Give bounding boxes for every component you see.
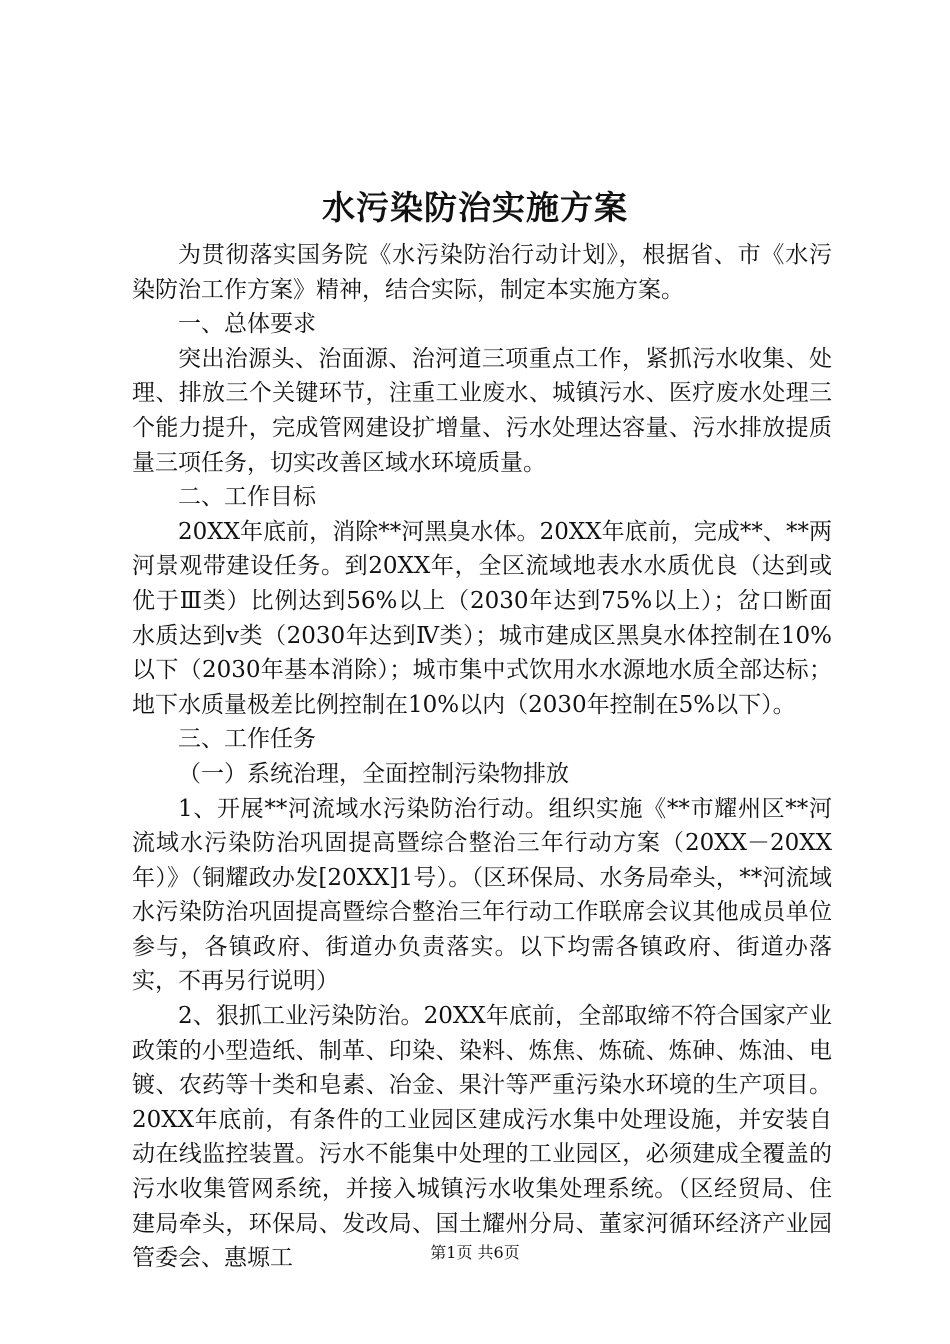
paragraph-work-goals: 20XX年底前，消除**河黑臭水体。20XX年底前，完成**、**两河景观带建设任务。到20XX年，全区流域地表水水质优良（达到或优于Ⅲ类）比例达到56%以上（2030年达到75%以上）；岔口断面水质达到ⅴ类（2030年达到Ⅳ类）；城市建成区黑臭水体控制在10%以下（2030年基本消除）；城市集中式饮用水水源地水质全部达标；地下水质量极差比例控制在10%以内（2030年控制在5%以下）。 — [132, 518, 832, 718]
page-footer: 第1页 共6页 — [430, 1243, 520, 1262]
paragraph-task-1: 1、开展**河流域水污染防治行动。组织实施《**市耀州区**河流域水污染防治巩固提高暨综合整治三年行动方案（20XX－20XX年）》（铜耀政办发[20XX]1号）。（区环保局、水务局牵头，**河流域水污染防治巩固提高暨综合整治三年行动工作联席会议其他成员单位参与，各镇政府、街道办负责落实。以下均需各镇政府、街道办落实，不再另行说明） — [132, 795, 832, 995]
paragraph-task-2: 2、狠抓工业污染防治。20XX年底前，全部取缔不符合国家产业政策的小型造纸、制革、印染、染料、炼焦、炼硫、炼砷、炼油、电镀、农药等十类和皂素、冶金、果汁等严重污染水环境的生产项目。20XX年底前，有条件的工业园区建成污水集中处理设施，并安装自动在线监控装置。污水不能集中处理的工业园区，必须建成全覆盖的污水收集管网系统，并接入城镇污水收集处理系统。（区经贸局、住建局牵头，环保局、发改局、国土耀州分局、董家河循环经济产业园管委会、惠塬工 — [132, 1003, 832, 1272]
paragraph-intro: 为贯彻落实国务院《水污染防治行动计划》，根据省、市《水污染防治工作方案》精神，结合实际，制定本实施方案。 — [132, 242, 832, 303]
section-heading-work-goals: 二、工作目标 — [178, 484, 316, 511]
document-body — [132, 238, 832, 1276]
section-heading-overall-requirements: 一、总体要求 — [178, 311, 316, 338]
subsection-heading-systematic-governance: （一）系统治理，全面控制污染物排放 — [178, 760, 569, 787]
section-heading-work-tasks: 三、工作任务 — [178, 726, 316, 753]
document-title: 水污染防治实施方案 — [322, 188, 628, 227]
paragraph-overall-requirements: 突出治源头、治面源、治河道三项重点工作，紧抓污水收集、处理、排放三个关键环节，注重工业废水、城镇污水、医疗废水处理三个能力提升，完成管网建设扩增量、污水处理达容量、污水排放提质量三项任务，切实改善区域水环境质量。 — [132, 345, 832, 476]
